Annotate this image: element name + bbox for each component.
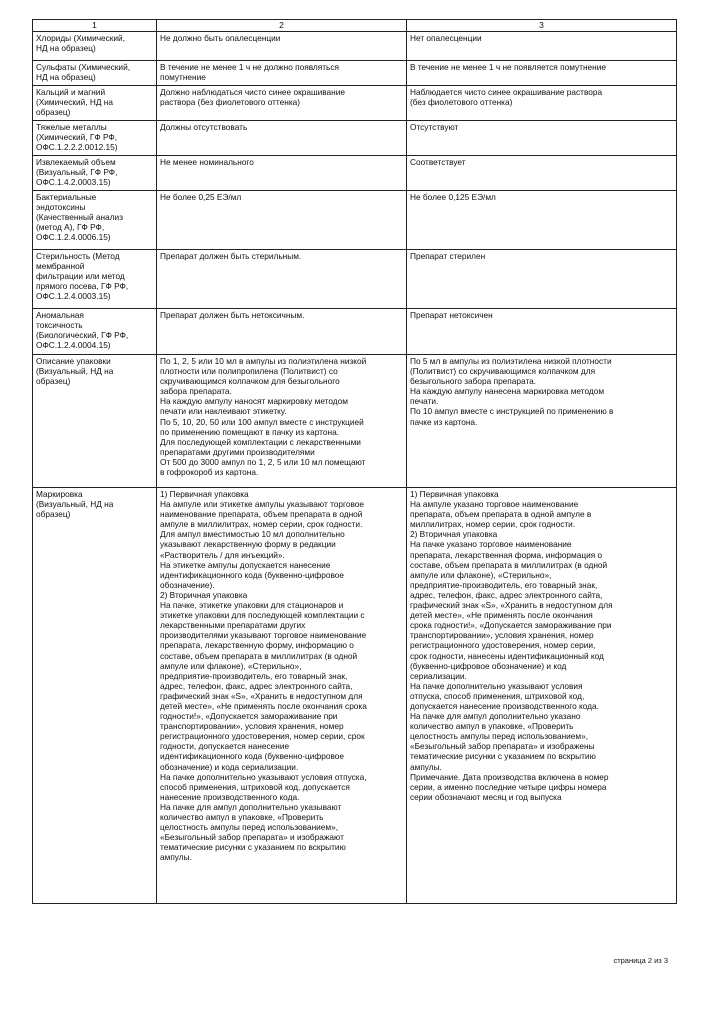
result-cell-text: Отсутствуют <box>410 122 459 132</box>
page-number: страница 2 из 3 <box>613 956 668 965</box>
parameter-cell-text: Бактериальные эндотоксины (Качественный анализ (метод А), ГФ РФ, ОФС.1.2.4.0006.15) <box>36 192 123 243</box>
result-cell <box>407 488 677 904</box>
parameter-cell <box>33 309 157 355</box>
table-row <box>33 61 677 86</box>
requirement-cell <box>157 488 407 904</box>
parameter-cell-text: Хлориды (Химический, НД на образец) <box>36 33 126 54</box>
requirement-cell <box>157 121 407 156</box>
requirement-cell-text: Не более 0,25 ЕЭ/мл <box>160 192 242 202</box>
result-cell-text: Соответствует <box>410 157 466 167</box>
result-cell <box>407 61 677 86</box>
result-cell-text: Наблюдается чисто синее окрашивание раствора (без фиолетового оттенка) <box>410 87 603 108</box>
parameter-cell <box>33 121 157 156</box>
requirement-cell <box>157 61 407 86</box>
requirement-cell-text: По 1, 2, 5 или 10 мл в ампулы из полиэтилена низкой плотности или полипропилена (Политвист) со скручивающимся колпачком для безыгольного забора препарата. На каждую ампулу наносят маркировку методом печати или наклеивают этикетку. По 5, 10, 20, 50 или 100 ампул вместе с инструкцией по применению помещают в пачку из картона. Для последующей комплектации с лекарственными препаратами другими производителями От 500 до 3000 ампул по 1, 2, 5 или 10 мл помещают в гофрокороб из картона. <box>160 356 367 478</box>
parameter-cell <box>33 250 157 309</box>
requirement-cell-text: Препарат должен быть нетоксичным. <box>160 310 305 320</box>
result-cell-text: Препарат нетоксичен <box>410 310 493 320</box>
result-cell-text: Не более 0,125 ЕЭ/мл <box>410 192 496 202</box>
result-cell <box>407 250 677 309</box>
result-cell-text: Нет опалесценции <box>410 33 482 43</box>
requirement-cell-text: 1) Первичная упаковка На ампуле или этикетке ампулы указывают торговое наименование препарата, объем препарата в одной ампуле в миллилитрах, номер серии, срок годности. Для ампул вместимостью 10 мл дополнительно указывают лекарственную форму в редакции «Растворитель / для инъекций». На этикетке ампулы допускается нанесение идентификационного кода (буквенно-цифровое обозначение). 2) Вторичная упаковка На пачке, этикетке упаковки для стационаров и этикетке упаковки для последующей комплектации с лекарственными препаратами других производителями указывают торговое наименование препарата, лекарственную форму, информацию о составе, объем препарата в миллилитрах (в одной ампуле или флаконе), «Стерильно», предприятие-производитель, его товарный знак, адрес, телефон, факс, адрес электронного сайта, графический знак «S», «Хранить в недоступном для детей месте», «Не применять после окончания срока годности!», «Допускается замораживание при транспортировании», условия хранения, номер регистрационного удостоверения, номер серии, срок годности, допускается нанесение идентификационного кода (буквенно-цифровое обозначение) и кода сериализации. На пачке дополнительно указывают условия отпуска, способ применения, штриховой код, допускается нанесение производственного кода. На пачке для ампул дополнительно указывают количество ампул в упаковке, «Проверить целостность ампулы перед использованием», «Безыгольный забор препарата» и изображают тематические рисунки с указанием по вскрытию ампулы. <box>160 489 367 863</box>
table-row <box>33 121 677 156</box>
parameter-cell <box>33 488 157 904</box>
requirement-cell-text: Должно наблюдаться чисто синее окрашивание раствора (без фиолетового оттенка) <box>160 87 345 108</box>
table-row <box>33 156 677 191</box>
column-header-3: 3 <box>407 20 677 32</box>
result-cell-text: В течение не менее 1 ч не появляется помутнение <box>410 62 606 72</box>
parameter-cell-text: Описание упаковки (Визуальный, НД на образец) <box>36 356 114 387</box>
parameter-cell <box>33 86 157 121</box>
requirement-cell-text: В течение не менее 1 ч не должно появляться помутнение <box>160 62 340 83</box>
parameter-cell <box>33 61 157 86</box>
spec-table <box>32 19 677 904</box>
parameter-cell-text: Тяжелые металлы (Химический, ГФ РФ, ОФС.1.2.2.2.0012.15) <box>36 122 118 153</box>
parameter-cell <box>33 32 157 61</box>
table-row <box>33 191 677 250</box>
requirement-cell <box>157 191 407 250</box>
parameter-cell-text: Извлекаемый объем (Визуальный, ГФ РФ, ОФС.1.4.2.0003.15) <box>36 157 118 188</box>
requirement-cell <box>157 86 407 121</box>
requirement-cell-text: Должны отсутствовать <box>160 122 248 132</box>
column-header-1: 1 <box>33 20 157 32</box>
parameter-cell <box>33 156 157 191</box>
table-row <box>33 488 677 904</box>
table-row <box>33 355 677 488</box>
result-cell <box>407 355 677 488</box>
table-row <box>33 250 677 309</box>
result-cell <box>407 309 677 355</box>
parameter-cell-text: Маркировка (Визуальный, НД на образец) <box>36 489 114 520</box>
parameter-cell-text: Аномальная токсичность (Биологический, ГФ РФ, ОФС.1.2.4.0004.15) <box>36 310 129 351</box>
requirement-cell-text: Не менее номинального <box>160 157 254 167</box>
result-cell <box>407 121 677 156</box>
parameter-cell-text: Стерильность (Метод мембранной фильтрации или метод прямого посева, ГФ РФ, ОФС.1.2.4.0003.15) <box>36 251 129 302</box>
parameter-cell <box>33 355 157 488</box>
column-header-2: 2 <box>157 20 407 32</box>
requirement-cell <box>157 156 407 191</box>
requirement-cell <box>157 355 407 488</box>
requirement-cell-text: Не должно быть опалесценции <box>160 33 281 43</box>
table-body <box>33 20 677 904</box>
parameter-cell-text: Кальций и магний (Химический, НД на образец) <box>36 87 113 118</box>
requirement-cell <box>157 32 407 61</box>
header-row <box>33 20 677 32</box>
result-cell <box>407 32 677 61</box>
result-cell-text: По 5 мл в ампулы из полиэтилена низкой плотности (Политвист) со скручивающимся колпачком для безыгольного забора препарата. На каждую ампулу нанесена маркировка методом печати. По 10 ампул вместе с инструкцией по применению в пачке из картона. <box>410 356 614 427</box>
requirement-cell-text: Препарат должен быть стерильным. <box>160 251 302 261</box>
result-cell <box>407 191 677 250</box>
table-row <box>33 86 677 121</box>
table-row <box>33 32 677 61</box>
parameter-cell-text: Сульфаты (Химический, НД на образец) <box>36 62 131 83</box>
result-cell-text: Препарат стерилен <box>410 251 486 261</box>
result-cell <box>407 156 677 191</box>
parameter-cell <box>33 191 157 250</box>
result-cell <box>407 86 677 121</box>
result-cell-text: 1) Первичная упаковка На ампуле указано торговое наименование препарата, объем препарата в одной ампуле в миллилитрах, номер серии, срок годности. 2) Вторичная упаковка На пачке указано торговое наименование препарата, лекарственная форма, информация о составе, объем препарата в миллилитрах (в одной ампуле или флаконе), «Стерильно», предприятие-производитель, его товарный знак, адрес, телефон, факс, адрес электронного сайта, графический знак «S», «Хранить в недоступном для детей месте», «Не применять после окончания срока годности!», «Допускается замораживание при транспортировании», условия хранения, номер регистрационного удостоверения, номер серии, срок годности, нанесены идентификационный код (буквенно-цифровое обозначение) и код сериализации. На пачке дополнительно указывают условия отпуска, способ применения, штриховой код, допускается нанесение производственного кода. На пачке для ампул дополнительно указано количество ампул в упаковке, «Проверить целостность ампулы перед использованием», «Безыгольный забор препарата» и изображены тематические рисунки с указанием по вскрытию ампулы. Примечание. Дата производства включена в номер серии, а именно последние четыре цифры номера серии обозначают месяц и год выпуска <box>410 489 613 802</box>
requirement-cell <box>157 309 407 355</box>
requirement-cell <box>157 250 407 309</box>
table-row <box>33 309 677 355</box>
